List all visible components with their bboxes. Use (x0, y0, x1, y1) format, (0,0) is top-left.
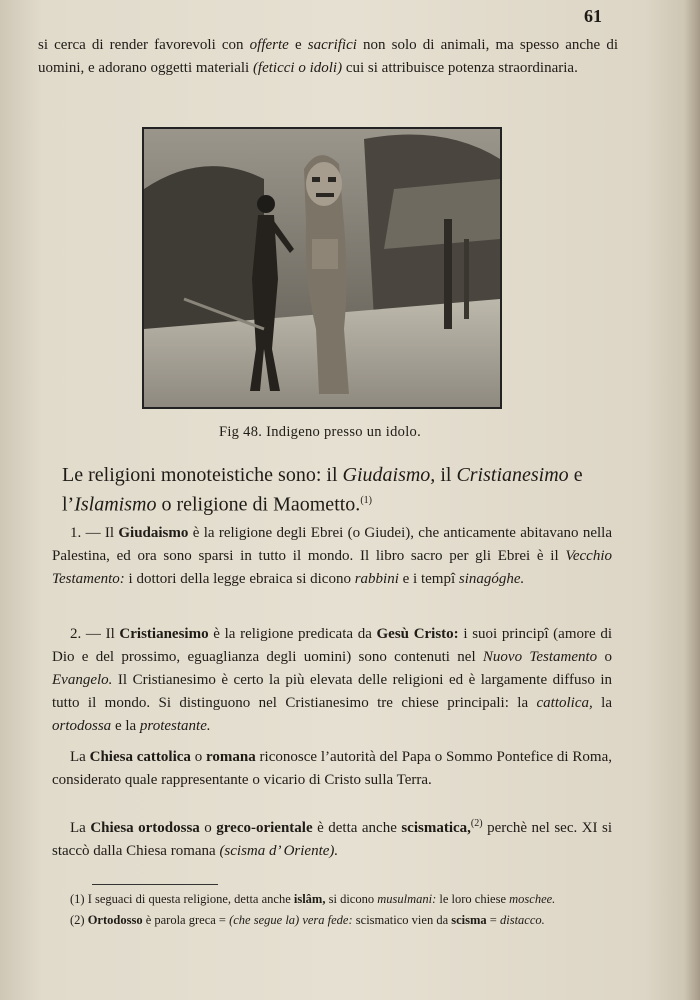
fn1-text-1: I seguaci di questa religione, detta anche (84, 892, 294, 906)
heading-text-4: o religione di Maometto. (156, 493, 361, 516)
sec2-italic-2: Evangelo. (52, 672, 113, 688)
heading-italic-1: Giudaismo, (342, 464, 436, 486)
sec1-text-2: i dottori della legge ebraica si dicono (124, 571, 355, 587)
intro-text-1: si cerca di render favorevoli con (38, 37, 250, 53)
fn1-bold: islâm, (293, 892, 326, 906)
par4-bold-2: greco-orientale (216, 820, 313, 836)
par4-text-3: è detta anche (312, 820, 402, 836)
section-giudaismo (52, 522, 612, 591)
heading-text-3: e l’ (62, 464, 583, 516)
sec1-text-3: e i tempî (398, 571, 459, 587)
intro-text-2: e (288, 37, 308, 53)
sec1-italic-3: sinagóghe. (458, 571, 525, 587)
fn2-italic-2: distacco. (499, 913, 545, 927)
paragraph-chiesa-ortodossa (52, 812, 612, 863)
par3-text-3: riconosce l’autorità del Papa o Sommo Pontefice di Roma, considerato quale rappresentante o vicario di Cristo sulla Terra. (52, 749, 612, 788)
intro-text-4: cui si attribuisce potenza straordinaria. (342, 60, 578, 76)
footnote-ref-2: (2) (470, 818, 483, 829)
par4-text-2: o (199, 820, 217, 836)
par3-bold-2: romana (206, 749, 256, 765)
fn1-italic-2: moschee. (509, 892, 556, 906)
fn1-italic-1: musulmani: (377, 892, 437, 906)
sec2-bold-1: Cristianesimo (119, 626, 209, 642)
fn1-text-3: le loro chiese (436, 892, 510, 906)
fn2-italic-1: (che segue la) vera fede: (229, 913, 353, 927)
sec2-italic-4: ortodossa (52, 718, 112, 734)
heading-text-2: il (435, 464, 457, 486)
sec2-text-1: è la religione predicata da (208, 626, 377, 642)
par3-bold-1: Chiesa cattolica (89, 749, 191, 765)
footnote-ref-1: (1) (360, 495, 372, 506)
fn2-text-1: è parola greca = (142, 913, 230, 927)
intro-text-3: non solo di animali, ma spesso anche di uomini, e adorano oggetti materiali (38, 37, 618, 76)
section-heading (62, 462, 632, 518)
intro-italic-3: (feticci o idoli) (252, 60, 343, 76)
sec2-text-3: o (597, 649, 612, 665)
sec2-italic-5: protestante. (139, 718, 211, 734)
sec2-text-4: Il Cristianesimo è certo la più elevata delle religioni ed è largamente diffuso in tutto il mondo. Si distinguono nel Cristianesimo tre chiese principali: la (52, 672, 612, 711)
figure-caption: Fig 48. Indigeno presso un idolo. (218, 424, 422, 440)
sec2-italic-3: cattolica, (536, 695, 593, 711)
fn2-bold-1: Ortodosso (87, 913, 143, 927)
fn1-mark: (1) (70, 892, 85, 906)
fn2-text-3: = (486, 913, 500, 927)
intro-paragraph (38, 34, 618, 80)
photo-indigeno-idolo (144, 129, 500, 407)
sec2-text-2: i suoi principî (amore di Dio e del prossimo, eguaglianza degli uomini) sono contenuti nel (52, 626, 612, 665)
fn2-bold-2: scisma (451, 913, 487, 927)
par4-bold-1: Chiesa ortodossa (90, 820, 200, 836)
footnote-1 (52, 889, 622, 910)
fn2-text-2: scismatico vien da (352, 913, 452, 927)
section-cristianesimo (52, 623, 612, 738)
sec2-text-5: la (592, 695, 612, 711)
par4-bold-3: scismatica, (401, 820, 471, 836)
par4-italic-1: (scisma d’ Oriente). (219, 843, 339, 859)
intro-italic-2: sacrifici (307, 37, 357, 53)
footnote-2 (52, 910, 622, 931)
sec2-bold-2: Gesù Cristo: (376, 626, 459, 642)
heading-italic-3: Islamismo (74, 493, 157, 516)
sec1-italic-1: Vecchio Testamento: (52, 548, 612, 587)
sec2-italic-1: Nuovo Testamento (482, 649, 598, 665)
par3-text-2: o (190, 749, 207, 765)
sec1-number: 1. — Il (70, 525, 119, 541)
sec2-text-6: e la (111, 718, 140, 734)
par3-text-1: La (70, 749, 90, 765)
sec1-bold: Giudaismo (118, 525, 189, 541)
sec1-italic-2: rabbini (354, 571, 399, 587)
page-number: 61 (584, 6, 602, 26)
fn1-text-2: si dicono (325, 892, 378, 906)
par4-text-1: La (70, 820, 91, 836)
footnote-divider (92, 884, 218, 885)
footnotes (52, 889, 622, 931)
sec2-number: 2. — Il (70, 626, 120, 642)
fn2-mark: (2) (70, 913, 85, 927)
heading-italic-2: Cristianesimo (456, 464, 569, 486)
heading-text-1: Le religioni monoteistiche sono: il (62, 464, 343, 486)
page-spine-shadow (684, 0, 700, 1000)
sec1-text-1: è la religione degli Ebrei (o Giudei), che anticamente abitavano nella Palestina, ed ora sono sparsi in tutto il mondo. Il libro sacro per gli Ebrei è il (52, 525, 612, 564)
figure-photo (142, 127, 502, 409)
intro-italic-1: offerte (249, 37, 289, 53)
par4-text-4: perchè nel sec. XI si staccò dalla Chiesa romana (52, 820, 613, 859)
paragraph-chiesa-cattolica (52, 746, 612, 792)
